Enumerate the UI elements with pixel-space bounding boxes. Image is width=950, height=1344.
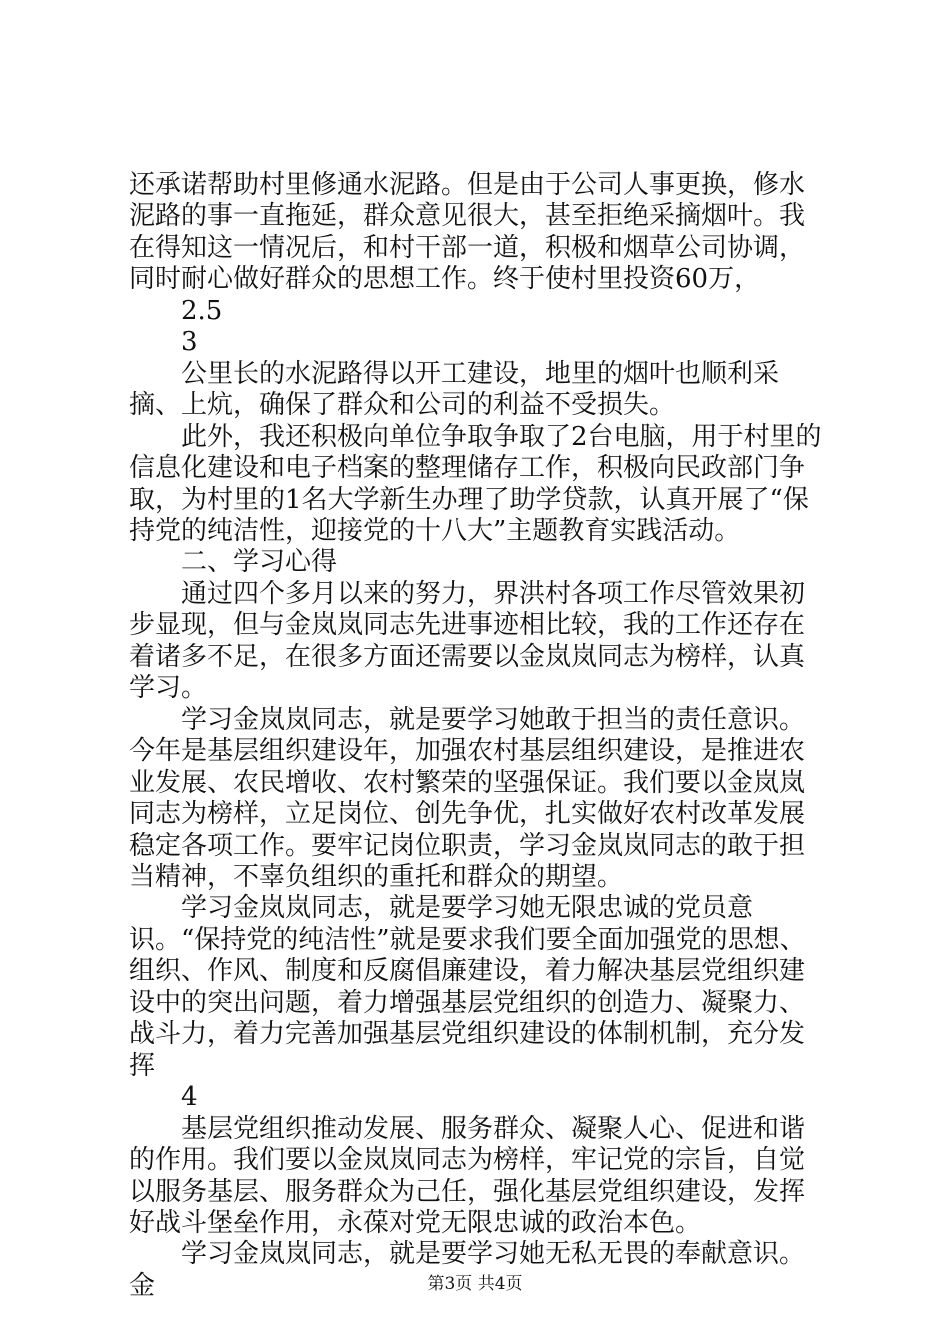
inline-number-4: 4 [181,1082,198,1113]
inline-number-3: 3 [181,327,198,358]
body-text [129,170,829,1302]
paragraph-continuation: 还承诺帮助村里修通水泥路。但是由于公司人事更换，修水泥路的事一直拖延，群众意见很大，甚至拒绝采摘烟叶。我在得知这一情况后，和村干部一道，积极和烟草公司协调，同时耐心做好群众的思想工作。终于使村里投资60万， [129,170,806,295]
paragraph-dedication: 学习金岚岚同志，就是要学习她无私无畏的奉献意识。金 [129,1239,806,1301]
paragraph-grassroots: 基层党组织推动发展、服务群众、凝聚人心、促进和谐的作用。我们要以金岚岚同志为榜样，牢记党的宗旨，自觉以服务基层、服务群众为己任，强化基层党组织建设，发挥好战斗堡垒作用，永葆对党无限忠诚的政治本色。 [129,1113,806,1238]
paragraph-efforts: 通过四个多月以来的努力，界洪村各项工作尽管效果初步显现，但与金岚岚同志先进事迹相比较，我的工作还存在着诸多不足，在很多方面还需要以金岚岚同志为榜样，认真学习。 [129,578,806,704]
paragraph-computers: 此外，我还积极向单位争取争取了2台电脑，用于村里的信息化建设和电子档案的整理储存工作，积极向民政部门争取，为村里的1名大学新生办理了助学贷款，认真开展了“保持党的纯洁性，迎接党的十八大”主题教育实践活动。 [129,421,822,546]
paragraph-road: 公里长的水泥路得以开工建设，地里的烟叶也顺利采摘、上炕，确保了群众和公司的利益不受损失。 [129,358,780,421]
paragraph-loyalty: 学习金岚岚同志，就是要学习她无限忠诚的党员意识。“保持党的纯洁性”就是要求我们要全面加强党的思想、组织、作风、制度和反腐倡廉建设，着力解决基层党组织建设中的突出问题，着力增强基层党组织的创造力、凝聚力、战斗力，着力完善加强基层党组织建设的体制机制，充分发挥 [129,893,806,1081]
page-footer: 第3页 共4页 [427,1274,523,1294]
inline-number-2-5: 2.5 [181,295,223,326]
section-heading: 二、学习心得 [181,547,338,578]
paragraph-responsibility: 学习金岚岚同志，就是要学习她敢于担当的责任意识。今年是基层组织建设年，加强农村基层组织建设，是推进农业发展、农民增收、农村繁荣的坚强保证。我们要以金岚岚同志为榜样，立足岗位、创先争优，扎实做好农村改革发展稳定各项工作。要牢记岗位职责，学习金岚岚同志的敢于担当精神，不辜负组织的重托和群众的期望。 [129,704,806,892]
